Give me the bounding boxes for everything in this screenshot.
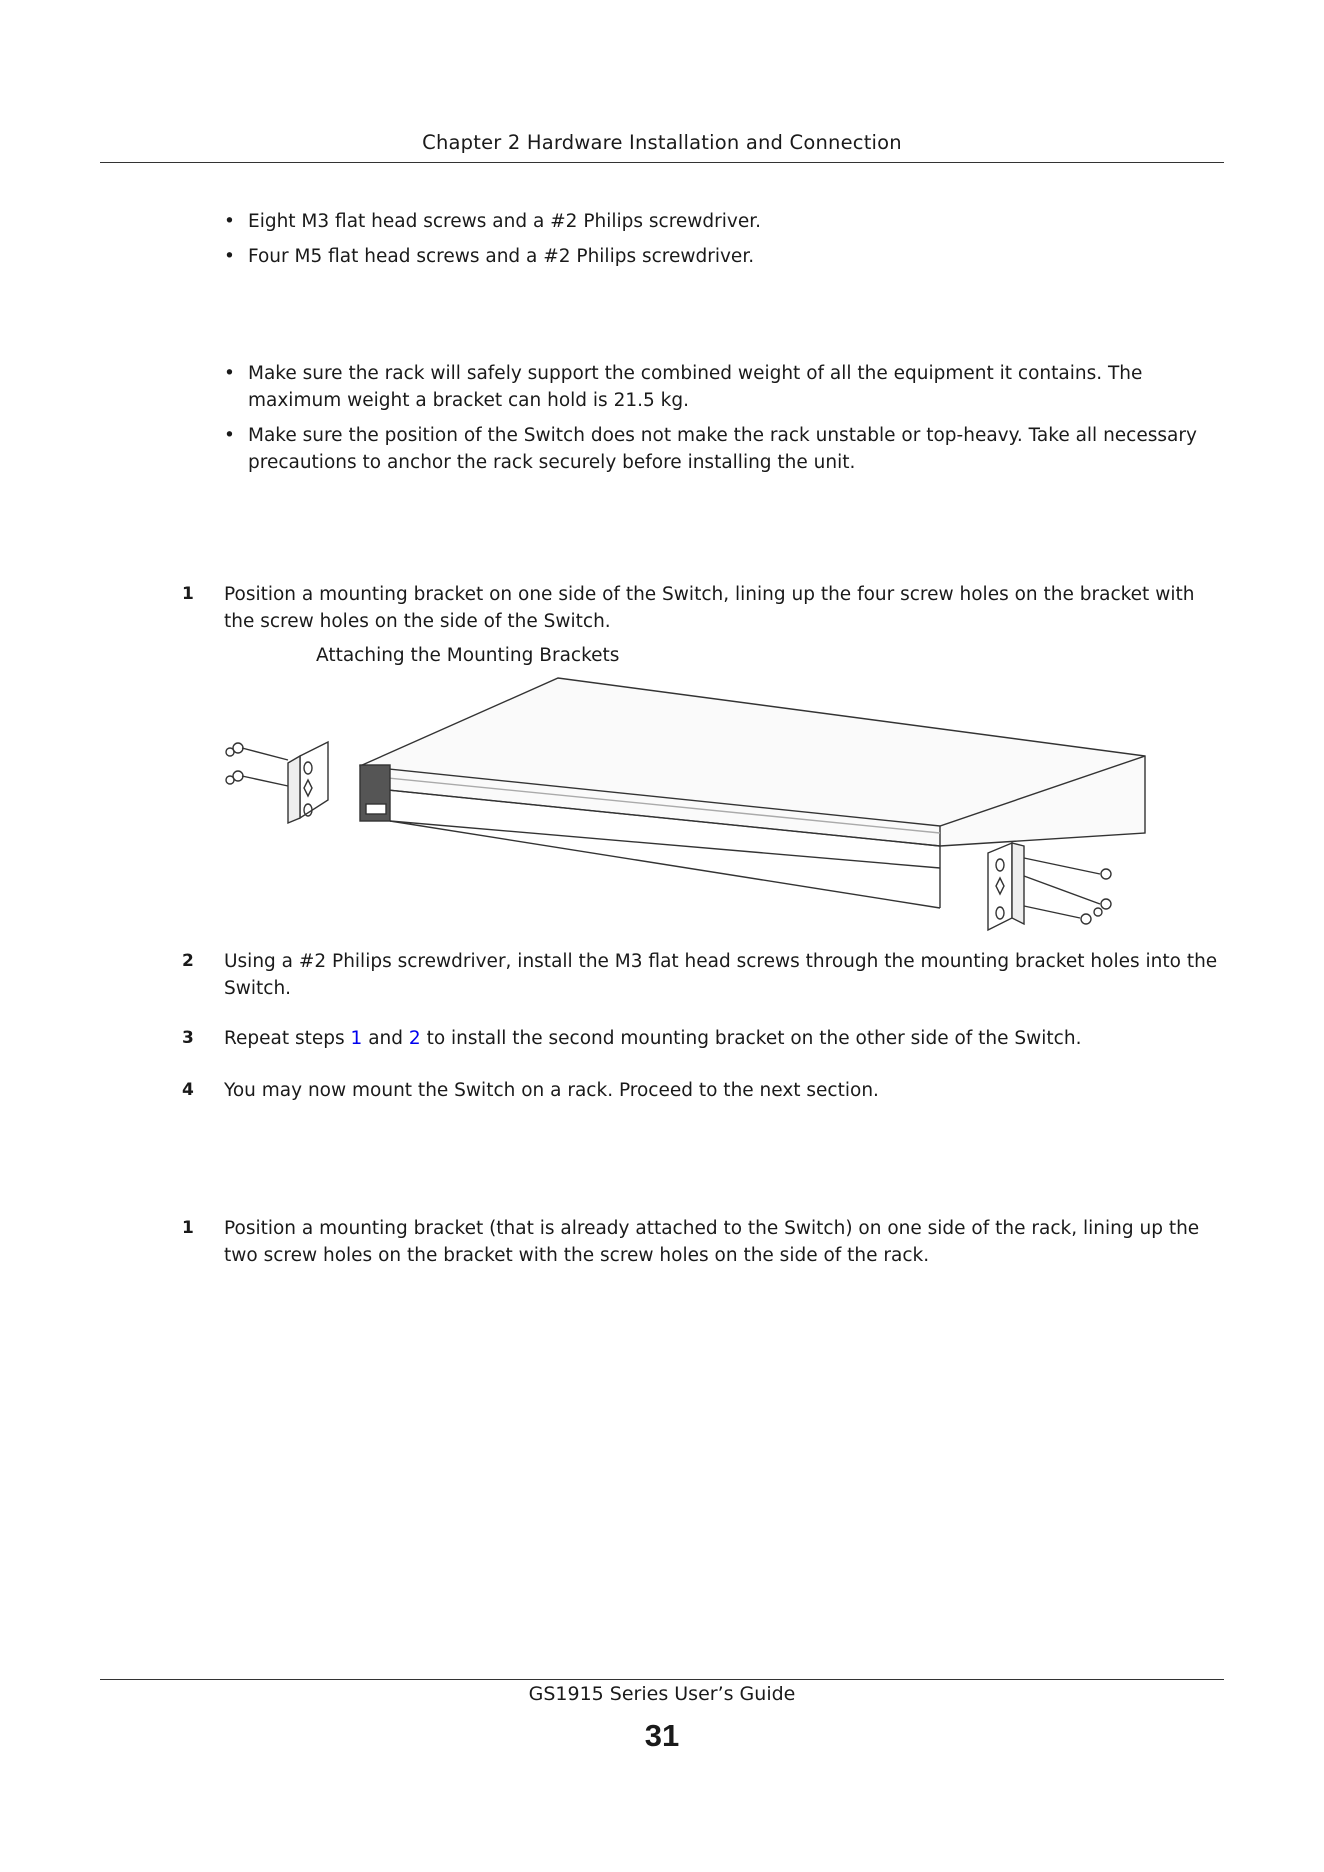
bullet-icon: • bbox=[224, 246, 235, 267]
attach-step-1 bbox=[178, 581, 1224, 635]
list-item: • Make sure the position of the Switch does not make the rack unstable or top-heavy. Take all necessary precautions to anchor the rack securely before installing the unit. bbox=[220, 422, 1198, 476]
footer-rule bbox=[100, 1679, 1224, 1680]
step-number: 1 bbox=[182, 584, 194, 604]
step-number: 4 bbox=[182, 1080, 194, 1100]
step-text: You may now mount the Switch on a rack. Proceed to the next section. bbox=[224, 1080, 879, 1101]
page-number: 31 bbox=[644, 1718, 680, 1753]
attach-step-2 bbox=[178, 948, 1224, 1002]
mounting-brackets-illustration bbox=[220, 668, 1170, 938]
precautions-list bbox=[220, 360, 1198, 484]
list-item: • Four M5 flat head screws and a #2 Philips screwdriver. bbox=[220, 243, 1198, 270]
step-number: 3 bbox=[182, 1028, 194, 1048]
bullet-icon: • bbox=[224, 211, 235, 232]
step-text: Using a #2 Philips screwdriver, install the M3 flat head screws through the mounting bracket holes into the Switch. bbox=[224, 951, 1218, 999]
step-1-link[interactable]: 1 bbox=[350, 1028, 363, 1049]
attach-step-3: 3 Repeat steps 1 and 2 to install the second mounting bracket on the other side of the Switch. bbox=[178, 1025, 1224, 1052]
mount-step-1 bbox=[178, 1215, 1224, 1269]
list-item: • Make sure the rack will safely support the combined weight of all the equipment it contains. The maximum weight a bracket can hold is 21.5 kg. bbox=[220, 360, 1198, 414]
step-number: 1 bbox=[182, 1218, 194, 1238]
bullet-icon: • bbox=[224, 425, 235, 446]
step-text: Position a mounting bracket on one side of the Switch, lining up the four screw holes on the bracket with the screw holes on the side of the Switch. bbox=[224, 584, 1195, 632]
step-number: 2 bbox=[182, 951, 194, 971]
figure-caption: Attaching the Mounting Brackets bbox=[316, 645, 620, 666]
bullet-icon: • bbox=[224, 363, 235, 384]
header-rule bbox=[100, 162, 1224, 163]
page-header-title: Chapter 2 Hardware Installation and Connection bbox=[422, 131, 902, 154]
step-2-link[interactable]: 2 bbox=[408, 1028, 421, 1049]
attach-step-4 bbox=[178, 1077, 1224, 1104]
list-item: • Eight M3 flat head screws and a #2 Philips screwdriver. bbox=[220, 208, 1198, 235]
footer-guide-title: GS1915 Series User’s Guide bbox=[528, 1683, 796, 1705]
tools-list bbox=[220, 208, 1198, 278]
step-text: Position a mounting bracket (that is already attached to the Switch) on one side of the rack, lining up the two screw holes on the bracket with the screw holes on the side of the rack. bbox=[224, 1218, 1200, 1266]
